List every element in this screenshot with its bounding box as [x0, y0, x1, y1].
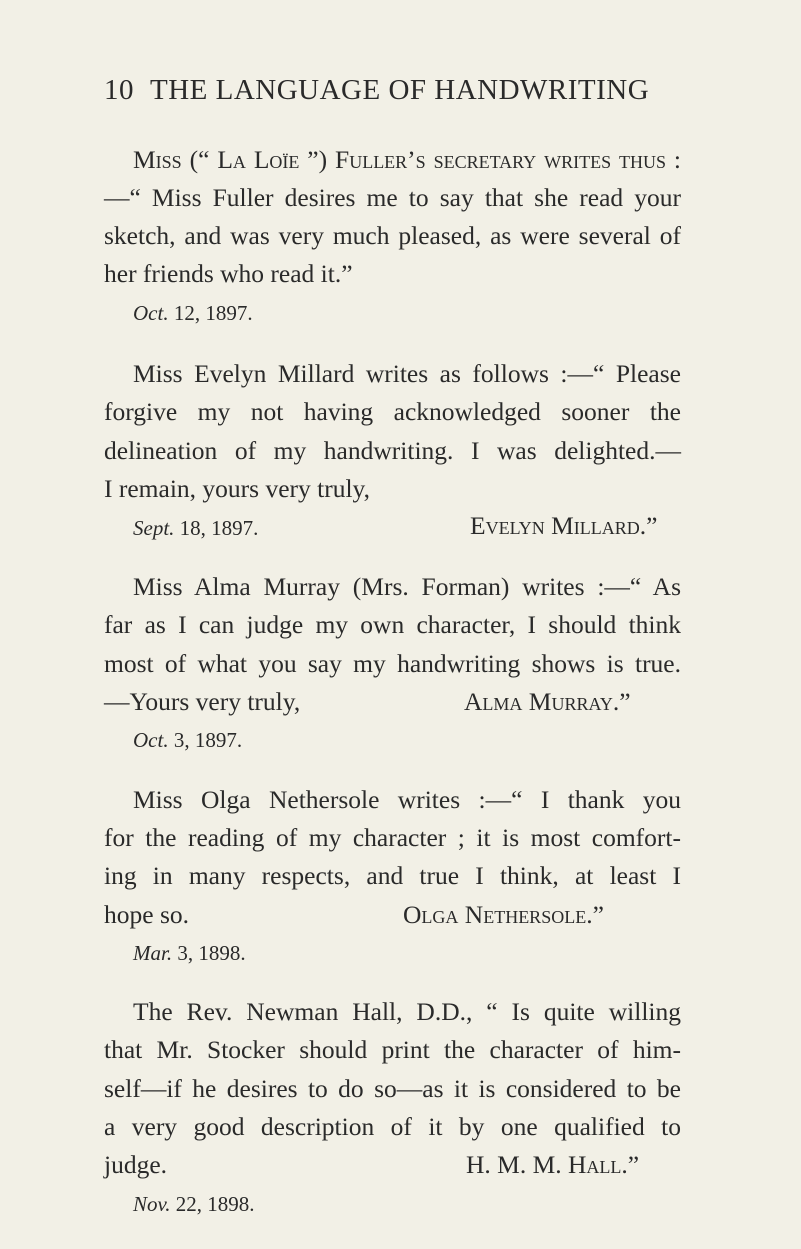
text-line: Miss (“ La Loïe ”) Fuller’s secretary writes thus :	[133, 145, 681, 174]
date-month: Oct.	[133, 301, 169, 325]
text-line: The Rev. Newman Hall, D.D., “ Is quite willing	[133, 997, 681, 1026]
book-title: THE LANGUAGE OF HANDWRITING	[150, 74, 650, 106]
signature: Alma Murray.”	[464, 687, 631, 716]
text-line: for the reading of my character ; it is most comfort-	[104, 823, 681, 852]
text-line: Miss Olga Nethersole writes :—“ I thank you	[133, 785, 681, 814]
text-line: Miss Evelyn Millard writes as follows :—“ Please	[133, 359, 681, 388]
date	[133, 515, 258, 541]
text-line: —Yours very truly,	[104, 687, 301, 716]
text-line: I remain, yours very truly,	[104, 474, 371, 503]
text-line: most of what you say my handwriting shows is true.	[104, 649, 681, 678]
date-rest: 12, 1897.	[173, 301, 253, 325]
text-line: her friends who read it.”	[104, 259, 353, 288]
text-line: —“ Miss Fuller desires me to say that she read your	[104, 183, 681, 212]
date	[133, 727, 242, 753]
date-rest: 3, 1897.	[173, 728, 243, 752]
signature: Evelyn Millard.”	[470, 511, 658, 540]
signature-text: H. M. M. Hall.”	[466, 1150, 640, 1179]
date-rest: 3, 1898.	[177, 941, 246, 965]
date	[133, 940, 246, 966]
date-month: Oct.	[133, 728, 169, 752]
date-rest: 18, 1897.	[179, 516, 259, 540]
text-line: a very good description of it by one qualified to	[104, 1112, 681, 1141]
running-header	[104, 74, 704, 107]
date	[133, 1191, 255, 1217]
date-month: Nov.	[133, 1192, 171, 1216]
text-line: hope so.	[104, 900, 189, 929]
page-number: 10	[104, 74, 134, 106]
signature: Olga Nethersole.”	[403, 900, 604, 929]
signature	[466, 1150, 639, 1180]
text-line: that Mr. Stocker should print the character of him-	[104, 1035, 681, 1064]
text-line: far as I can judge my own character, I should think	[104, 610, 681, 639]
text-line: delineation of my handwriting. I was delighted.—	[104, 436, 681, 465]
text-line: judge.	[104, 1150, 168, 1179]
date-month: Sept.	[133, 516, 175, 540]
text-line: self—if he desires to do so—as it is considered to be	[104, 1074, 681, 1103]
text-line: sketch, and was very much pleased, as were several of	[104, 221, 681, 250]
text-line: forgive my not having acknowledged sooner the	[104, 397, 681, 426]
date-month: Mar.	[133, 941, 173, 965]
text-line: ing in many respects, and true I think, at least I	[104, 861, 681, 890]
date-rest: 22, 1898.	[175, 1192, 255, 1216]
text-line: Miss Alma Murray (Mrs. Forman) writes :—“ As	[133, 572, 681, 601]
date	[133, 300, 253, 326]
